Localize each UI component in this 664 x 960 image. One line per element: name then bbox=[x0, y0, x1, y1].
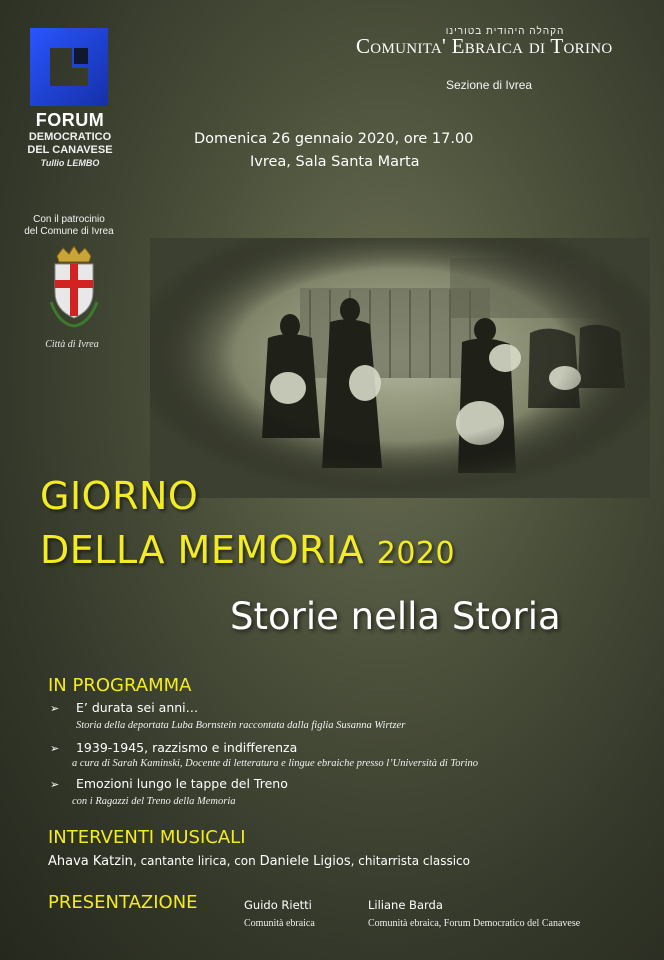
sezione-text: Sezione di Ivrea bbox=[446, 78, 533, 92]
programma-item-note: a cura di Sarah Kaminski, Docente di letteratura e lingue ebraiche presso l’Università di Torino bbox=[72, 758, 479, 769]
forum-name: FORUM bbox=[35, 110, 105, 130]
presenter-name: Guido Rietti bbox=[244, 898, 312, 912]
historic-photo bbox=[150, 238, 650, 498]
artist-2-role: , chitarrista classico bbox=[350, 854, 470, 868]
arrow-icon: ➢ bbox=[50, 778, 60, 791]
musicali-heading: INTERVENTI MUSICALI bbox=[48, 827, 246, 848]
forum-title bbox=[20, 110, 120, 168]
arrow-icon: ➢ bbox=[50, 742, 60, 755]
programma-item-note: con i Ragazzi del Treno della Memoria bbox=[72, 796, 236, 807]
programma-item-title: 1939-1945, razzismo e indifferenza bbox=[75, 740, 298, 755]
forum-line2: DEMOCRATICO bbox=[28, 131, 112, 143]
artist-1-role: , cantante lirica, con bbox=[132, 854, 260, 868]
musicali-line bbox=[48, 854, 470, 869]
programma-item-title: E’ durata sei anni… bbox=[75, 700, 199, 715]
arrow-icon: ➢ bbox=[50, 702, 60, 715]
comunita-name: Comunita' Ebraica di Torino bbox=[356, 34, 613, 58]
title-line2-text: DELLA MEMORIA bbox=[40, 528, 365, 572]
event-date: Domenica 26 gennaio 2020, ore 17.00 bbox=[194, 131, 474, 147]
title-line2 bbox=[40, 528, 455, 572]
hebrew-text: הקהלה היהודית בטורינו bbox=[445, 26, 565, 37]
programma-item bbox=[50, 776, 288, 791]
forum-logo bbox=[28, 26, 110, 108]
artist-1: Ahava Katzin bbox=[48, 854, 133, 869]
forum-line3: DEL CANAVESE bbox=[27, 144, 113, 156]
citta-ivrea: Città di Ivrea bbox=[45, 339, 99, 350]
patrocinio-line1: Con il patrocinio bbox=[33, 214, 105, 225]
programma-item-title: Emozioni lungo le tappe del Treno bbox=[75, 776, 288, 791]
programma-item bbox=[50, 740, 297, 755]
programma-item bbox=[50, 700, 198, 715]
title-line1: GIORNO bbox=[40, 474, 199, 518]
coat-of-arms-icon bbox=[49, 246, 99, 328]
title-year: 2020 bbox=[376, 536, 456, 571]
patrocinio-text bbox=[14, 214, 124, 238]
patrocinio-line2: del Comune di Ivrea bbox=[24, 226, 114, 237]
presenter-name: Liliane Barda bbox=[368, 898, 443, 912]
programma-item-note: Storia della deportata Luba Bornstein raccontata dalla figlia Susanna Wirtzer bbox=[76, 720, 406, 731]
artist-2: Daniele Ligios bbox=[259, 854, 351, 869]
forum-person: Tullio LEMBO bbox=[40, 158, 100, 168]
presenter-role: Comunità ebraica, Forum Democratico del Canavese bbox=[368, 918, 581, 929]
presentazione-heading: PRESENTAZIONE bbox=[48, 892, 198, 913]
programma-heading: IN PROGRAMMA bbox=[48, 675, 192, 696]
event-place: Ivrea, Sala Santa Marta bbox=[250, 154, 420, 170]
presenter-role: Comunità ebraica bbox=[244, 918, 315, 929]
subtitle: Storie nella Storia bbox=[230, 595, 561, 638]
